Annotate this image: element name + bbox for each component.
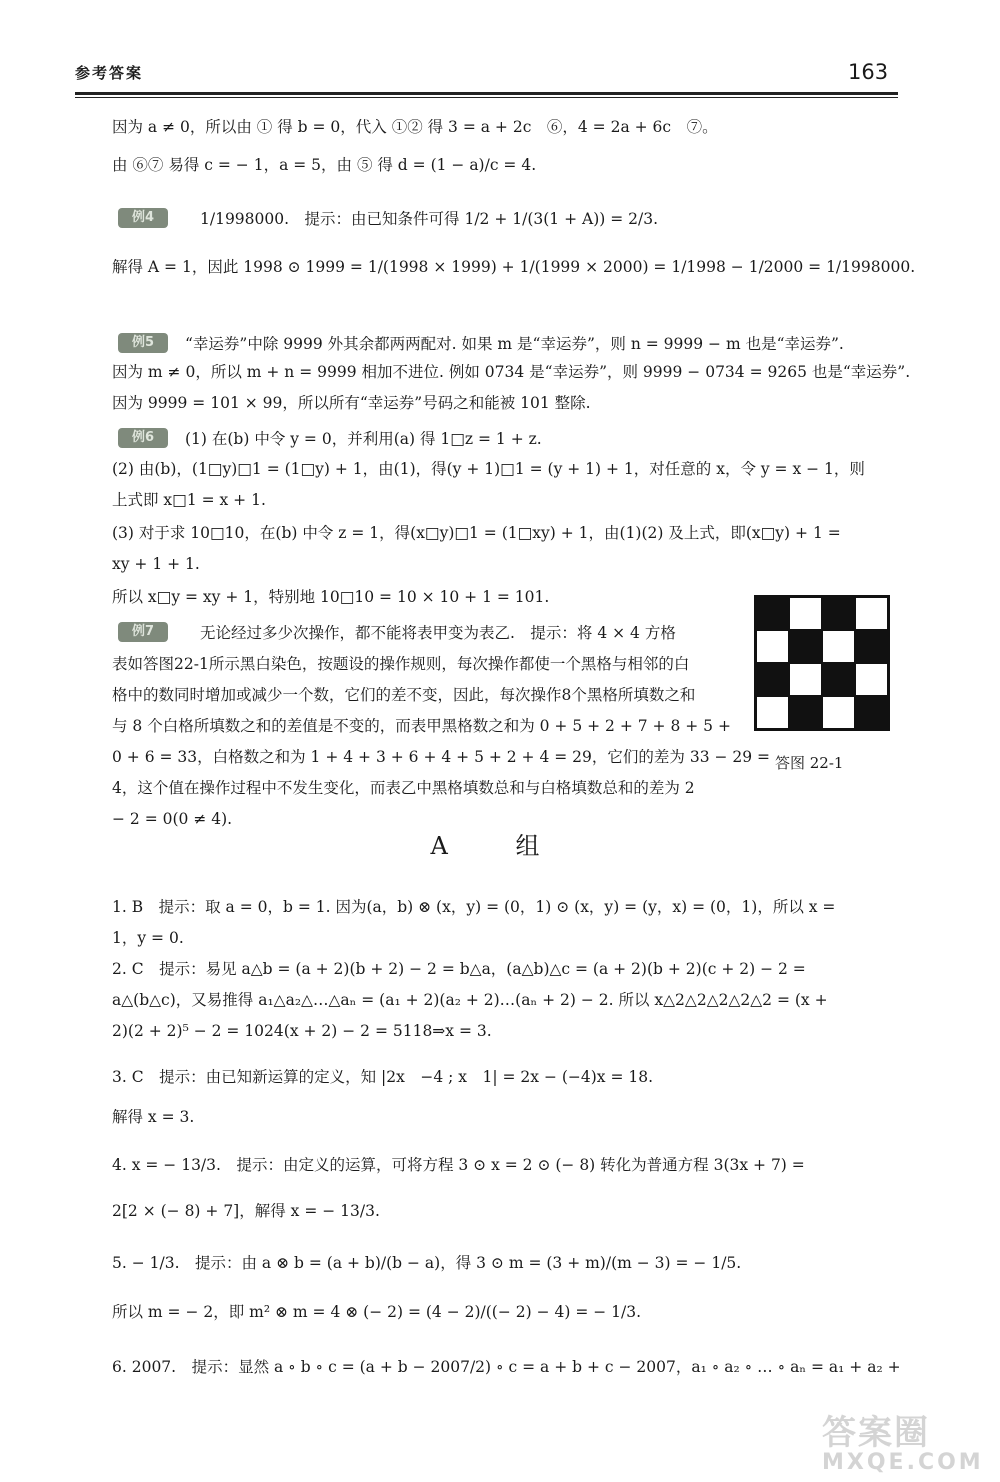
body-line: 由 ⑥⑦ 易得 c = − 1，a = 5，由 ⑤ 得 d = (1 − a)/c = 4. — [112, 156, 537, 174]
body-line: (3) 对于求 10□10，在(b) 中令 z = 1，得(x□y)□1 = (1□xy) + 1，由(1)(2) 及上式，即(x□y) + 1 = — [112, 524, 841, 542]
example-line: 0 + 6 = 33，白格数之和为 1 + 4 + 3 + 6 + 4 + 5 + 2 + 4 = 29，它们的差为 33 − 29 = — [112, 748, 771, 766]
answer-line: a△(b△c)，又易推得 a₁△a₂△…△aₙ = (a₁ + 2)(a₂ + 2)…(aₙ + 2) − 2. 所以 x△2△2△2△2△2 = (x + — [112, 991, 828, 1009]
watermark-text: 答案圈 — [822, 1413, 930, 1453]
black-cell — [756, 663, 789, 696]
white-cell — [822, 696, 855, 729]
body-line: 因为 m ≠ 0，所以 m + n = 9999 相加不进位. 例如 0734 是“幸运券”，则 9999 − 0734 = 9265 也是“幸运券”. — [112, 363, 911, 381]
black-cell — [789, 696, 822, 729]
example-line: 格中的数同时增加或减少一个数，它们的差不变，因此，每次操作8个黑格所填数之和 — [112, 686, 696, 704]
answer-line: 4. x = − 13/3. 提示：由定义的运算，可将方程 3 ⊙ x = 2 ⊙ (− 8) 转化为普通方程 3(3x + 7) = — [112, 1156, 805, 1174]
figure-caption: 答图 22-1 — [775, 754, 844, 772]
example-line: 4，这个值在操作过程中不发生变化，而表乙中黑格填数总和与白格填数总和的差为 2 — [112, 779, 695, 797]
answer-line: 所以 m = − 2，即 m² ⊗ m = 4 ⊗ (− 2) = (4 − 2)/((− 2) − 4) = − 1/3. — [112, 1303, 642, 1321]
example-badge: 例7 — [118, 622, 168, 642]
watermark-logo — [822, 1405, 982, 1480]
black-cell — [855, 630, 888, 663]
body-line: 所以 x□y = xy + 1，特别地 10□10 = 10 × 10 + 1 = 101. — [112, 588, 550, 606]
checkerboard-figure — [754, 595, 890, 731]
section-title: A 组 — [430, 832, 570, 860]
example-badge: 例6 — [118, 428, 168, 448]
example-text: 1/1998000. 提示：由已知条件可得 1/2 + 1/(3(1 + A)) = 2/3. — [200, 210, 659, 228]
white-cell — [789, 597, 822, 630]
answer-line: 1. B 提示：取 a = 0，b = 1. 因为(a，b) ⊗ (x，y) = (0，1) ⊙ (x，y) = (y，x) = (0，1)，所以 x = — [112, 898, 836, 916]
white-cell — [789, 663, 822, 696]
answer-line: 6. 2007. 提示：显然 a ∘ b ∘ c = (a + b − 2007/2) ∘ c = a + b + c − 2007，a₁ ∘ a₂ ∘ … ∘ aₙ = a₁ + a₂ + — [112, 1358, 901, 1376]
white-cell — [822, 630, 855, 663]
black-cell — [855, 696, 888, 729]
answer-line: 3. C 提示：由已知新运算的定义，知 |2x −4 ; x 1| = 2x − (−4)x = 18. — [112, 1068, 654, 1086]
white-cell — [855, 597, 888, 630]
body-line: 因为 9999 = 101 × 99，所以所有“幸运券”号码之和能被 101 整除. — [112, 394, 591, 412]
white-cell — [855, 663, 888, 696]
running-header-label: 参考答案 — [75, 64, 144, 82]
header-rule-thick — [75, 92, 898, 95]
white-cell — [756, 630, 789, 663]
example-text: “幸运券”中除 9999 外其余都两两配对. 如果 m 是“幸运券”，则 n = 9999 − m 也是“幸运券”. — [185, 335, 844, 353]
answer-line: 解得 x = 3. — [112, 1108, 195, 1126]
answer-line: 2. C 提示：易见 a△b = (a + 2)(b + 2) − 2 = b△a，(a△b)△c = (a + 2)(b + 2)(c + 2) − 2 = — [112, 960, 806, 978]
black-cell — [756, 597, 789, 630]
body-line: (2) 由(b)，(1□y)□1 = (1□y) + 1，由(1)，得(y + 1)□1 = (y + 1) + 1，对任意的 x，令 y = x − 1，则 — [112, 460, 865, 478]
example-badge: 例4 — [118, 208, 168, 228]
example-text: (1) 在(b) 中令 y = 0，并利用(a) 得 1□z = 1 + z. — [185, 430, 542, 448]
body-line: xy + 1 + 1. — [112, 555, 200, 573]
answer-line: 2)(2 + 2)⁵ − 2 = 1024(x + 2) − 2 = 5118⇒x = 3. — [112, 1022, 492, 1040]
watermark-url: MXQE.COM — [822, 1450, 984, 1475]
body-line: 解得 A = 1，因此 1998 ⊙ 1999 = 1/(1998 × 1999) + 1/(1999 × 2000) = 1/1998 − 1/2000 = 1/1998000. — [112, 258, 916, 276]
example-badge: 例5 — [118, 333, 168, 353]
example-text: 无论经过多少次操作，都不能将表甲变为表乙. 提示：将 4 × 4 方格 — [200, 624, 676, 642]
black-cell — [822, 597, 855, 630]
example-line: − 2 = 0(0 ≠ 4). — [112, 810, 233, 828]
black-cell — [822, 663, 855, 696]
body-line: 上式即 x□1 = x + 1. — [112, 491, 266, 509]
answer-line: 5. − 1/3. 提示：由 a ⊗ b = (a + b)/(b − a)，得 3 ⊙ m = (3 + m)/(m − 3) = − 1/5. — [112, 1254, 742, 1272]
answer-line: 2[2 × (− 8) + 7]，解得 x = − 13/3. — [112, 1202, 380, 1220]
header-rule-thin — [75, 97, 898, 98]
white-cell — [756, 696, 789, 729]
example-line: 表如答图22-1所示黑白染色，按题设的操作规则，每次操作都使一个黑格与相邻的白 — [112, 655, 690, 673]
page-number: 163 — [848, 60, 889, 84]
example-line: 与 8 个白格所填数之和的差值是不变的，而表甲黑格数之和为 0 + 5 + 2 + 7 + 8 + 5 + — [112, 717, 731, 735]
body-line: 因为 a ≠ 0，所以由 ① 得 b = 0，代入 ①② 得 3 = a + 2c ⑥，4 = 2a + 6c ⑦。 — [112, 118, 718, 136]
answer-line: 1，y = 0. — [112, 929, 184, 947]
black-cell — [789, 630, 822, 663]
